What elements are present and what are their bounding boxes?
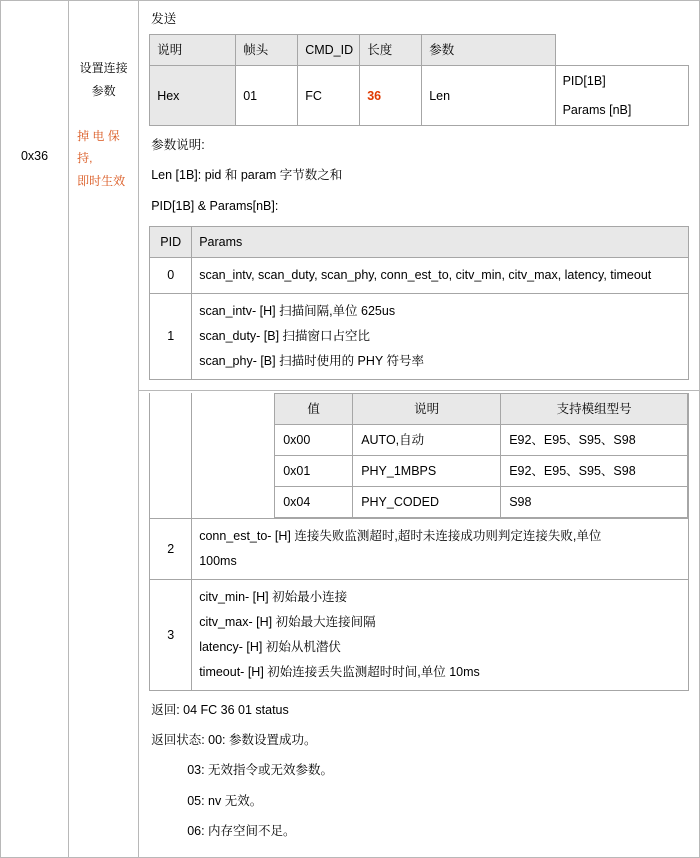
header-params: Params [192,226,689,257]
table-row [275,424,688,455]
table-row [150,518,689,579]
header-length: 长度 [360,35,422,66]
return-status-item: 03: 无效指令或无效参数。 [187,763,334,778]
cell-pid-3: 3 [150,579,192,690]
send-label: 发送 [151,12,177,26]
table-header-row [150,35,689,66]
table-row [1,1,700,391]
header-description: 说明 [150,35,236,66]
cell-hex-label: Hex [150,66,236,126]
phy-value-table-cell [192,393,689,519]
cell-params-0: scan_intv, scan_duty, scan_phy, conn_est_to, citv_min, citv_max, latency, timeout [192,257,689,293]
param-desc-title: 参数说明: [151,138,205,152]
pid-table-lower [149,393,689,691]
header-desc: 说明 [353,393,501,424]
cell-length: Len [422,66,555,126]
command-note: 掉 电 保 持, 即时生效 [77,128,126,189]
header-modules: 支持模组型号 [501,393,688,424]
cmd-id-value: 36 [367,88,382,103]
table-row [275,486,688,517]
header-params: 参数 [422,35,555,66]
cell-params-3: citv_min- [H] 初始最小连接 citv_max- [H] 初始最大连接间隔 latency- [H] 初始从机潜伏 timeout- [H] 初始连接丢失监测超时时间,单位 10ms [192,579,689,690]
command-name: 设置连接 参数 [79,61,128,98]
phy-value-table [274,393,688,518]
table-row [275,455,688,486]
return-status-item: 05: nv 无效。 [187,793,263,808]
cell-params-2: conn_est_to- [H] 连接失败监测超时,超时未连接成功则判定连接失败,单位 100ms [192,518,689,579]
cell-params [555,66,688,126]
cell-desc: PHY_CODED [353,486,501,517]
send-frame-table [149,34,689,126]
pid-table-upper [149,226,689,380]
return-status-item: 06: 内存空间不足。 [187,823,296,838]
command-name-cell [69,1,139,858]
cell-pid-0: 0 [150,257,192,293]
cell-desc: PHY_1MBPS [353,455,501,486]
cell-pid-spacer [150,393,192,519]
cell-modules: E92、E95、S95、S98 [501,424,688,455]
cell-frame-head2: FC [298,66,360,126]
table-row [150,293,689,379]
cell-value: 0x01 [275,455,353,486]
return-status-title: 返回状态: 00: 参数设置成功。 [151,733,317,747]
param-pid-line: PID[1B] & Params[nB]: [151,198,279,213]
cell-params-1: scan_intv- [H] 扫描间隔,单位 625us scan_duty- [B] 扫描窗口占空比 scan_phy- [B] 扫描时使用的 PHY 符号率 [192,293,689,379]
header-value: 值 [275,393,353,424]
return-line: 返回: 04 FC 36 01 status [151,702,289,717]
cell-cmd-id [360,66,422,126]
table-row [150,66,689,126]
table-header-row [150,226,689,257]
command-body-upper [139,1,700,391]
cell-param-pid: PID[1B] [562,74,606,88]
header-pid: PID [150,226,192,257]
param-len-line: Len [1B]: pid 和 param 字节数之和 [151,168,343,183]
cell-value: 0x04 [275,486,353,517]
cell-frame-head: 01 [236,66,298,126]
cell-param-params: Params [nB] [562,103,632,117]
table-row [150,393,689,519]
cell-pid-1: 1 [150,293,192,379]
table-header-row [275,393,688,424]
cell-pid-2: 2 [150,518,192,579]
header-frame-head: 帧头 [236,35,298,66]
command-code: 0x36 [20,149,49,163]
cell-desc: AUTO,自动 [353,424,501,455]
command-code-cell [1,1,69,858]
cell-modules: S98 [501,486,688,517]
table-row [150,257,689,293]
table-row [150,579,689,690]
header-cmd-id: CMD_ID [298,35,360,66]
command-body-lower [139,390,700,857]
cell-modules: E92、E95、S95、S98 [501,455,688,486]
cell-value: 0x00 [275,424,353,455]
